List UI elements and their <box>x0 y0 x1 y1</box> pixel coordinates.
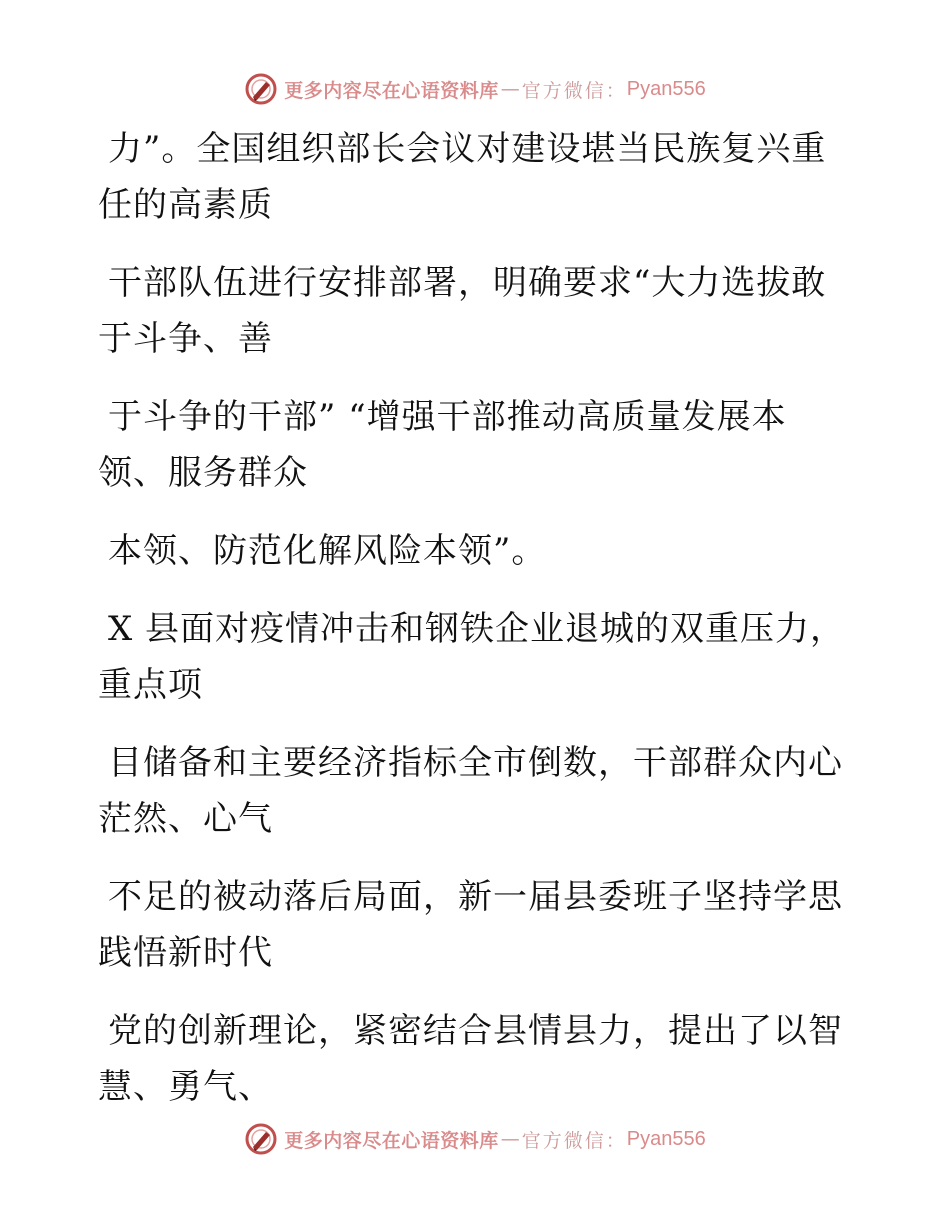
watermark-brand: 更多内容尽在心语资料库 <box>284 1129 499 1152</box>
watermark-dash: — <box>500 1128 520 1150</box>
paragraph <box>98 735 843 847</box>
watermark-official-label: 官方微信： <box>521 79 627 102</box>
paragraph-line: X 县面对疫情冲击和钢铁企业退城的双重压力， <box>108 609 846 649</box>
paragraph-line: 践悟新时代 <box>98 933 273 973</box>
pen-logo-icon <box>244 72 278 106</box>
watermark-brand: 更多内容尽在心语资料库 <box>284 79 499 102</box>
paragraph-line: 任的高素质 <box>98 185 273 225</box>
footer-watermark <box>0 1122 950 1156</box>
paragraph-line: 目储备和主要经济指标全市倒数，干部群众内心 <box>108 743 843 783</box>
pen-logo-icon <box>244 1122 278 1156</box>
paragraph-line: 重点项 <box>98 665 203 705</box>
watermark-wechat-id: Pyan556 <box>626 77 706 100</box>
paragraph-line: 本领、防范化解风险本领”。 <box>108 531 547 571</box>
paragraph-line: 干部队伍进行安排部署，明确要求“大力选拔敢 <box>108 263 827 303</box>
paragraph <box>98 389 838 501</box>
paragraph <box>98 601 846 713</box>
paragraph <box>98 869 843 981</box>
document-body <box>98 121 846 1115</box>
header-watermark <box>0 72 950 106</box>
paragraph <box>98 121 838 233</box>
paragraph-line: 党的创新理论，紧密结合县情县力，提出了以智 <box>108 1011 843 1051</box>
watermark-dash: — <box>500 78 520 100</box>
watermark-official-label: 官方微信： <box>521 1129 627 1152</box>
watermark-wechat-id: Pyan556 <box>626 1127 706 1150</box>
paragraph-line: 茫然、心气 <box>98 799 273 839</box>
paragraph <box>98 1003 843 1115</box>
paragraph <box>98 523 838 579</box>
paragraph-line: 不足的被动落后局面，新一届县委班子坚持学思 <box>108 877 843 917</box>
paragraph-line: 慧、勇气、 <box>98 1067 273 1107</box>
paragraph-line: 于斗争的干部” “增强干部推动高质量发展本 <box>108 397 787 437</box>
paragraph-line: 领、服务群众 <box>98 453 308 493</box>
paragraph-line: 于斗争、善 <box>98 319 273 359</box>
paragraph-line: 力”。全国组织部长会议对建设堪当民族复兴重 <box>108 129 827 169</box>
paragraph <box>98 255 838 367</box>
